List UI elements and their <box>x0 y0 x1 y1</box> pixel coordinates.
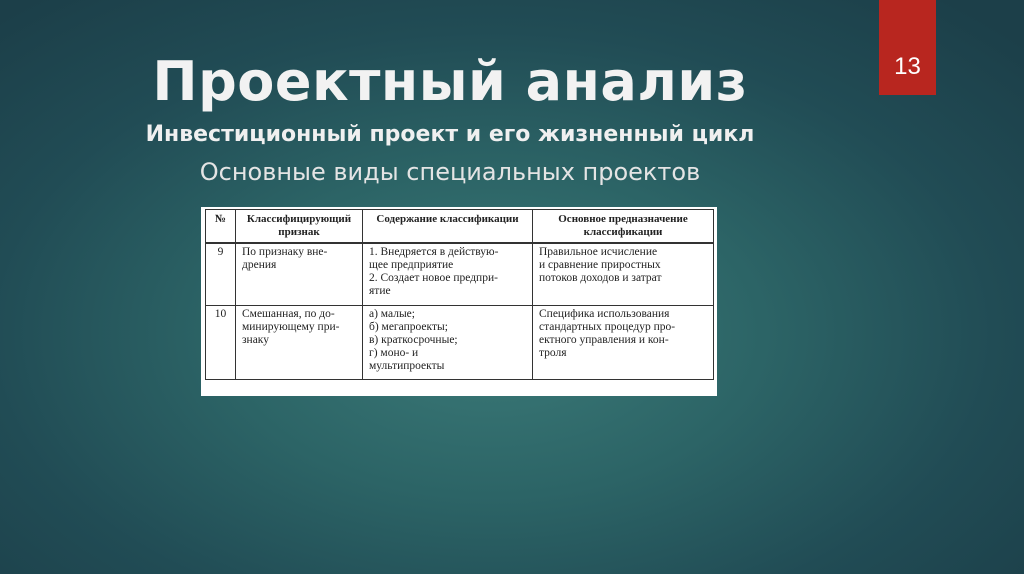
slide-subtitle-secondary: Основные виды специальных проектов <box>199 158 701 186</box>
table-header-row <box>206 210 714 244</box>
row-number: 9 <box>206 243 236 305</box>
row-feature: По признаку вне- дрения <box>236 243 363 305</box>
classification-table <box>205 209 714 380</box>
table-row <box>206 305 714 379</box>
row-feature: Смешанная, по до- минирующему при- знаку <box>236 305 363 379</box>
classification-table-image <box>201 207 717 396</box>
header-purpose: Основное предназначение классификации <box>533 210 714 244</box>
row-number: 10 <box>206 305 236 379</box>
slide-number: 13 <box>894 52 921 80</box>
row-purpose: Правильное исчисление и сравнение приростных потоков доходов и затрат <box>533 243 714 305</box>
row-content: а) малые; б) мегапроекты; в) краткосрочные; г) моно- и мультипроекты <box>363 305 533 379</box>
header-content: Содержание классификации <box>363 210 533 244</box>
slide-subtitle: Инвестиционный проект и его жизненный цикл <box>145 122 755 147</box>
row-content: 1. Внедряется в действую- щее предприятие 2. Создает новое предпри- ятие <box>363 243 533 305</box>
slide-title: Проектный анализ <box>152 50 748 113</box>
row-purpose: Специфика использования стандартных процедур про- ектного управления и кон- троля <box>533 305 714 379</box>
header-number: № <box>206 210 236 244</box>
header-feature: Классифицирующий признак <box>236 210 363 244</box>
table-row <box>206 243 714 305</box>
